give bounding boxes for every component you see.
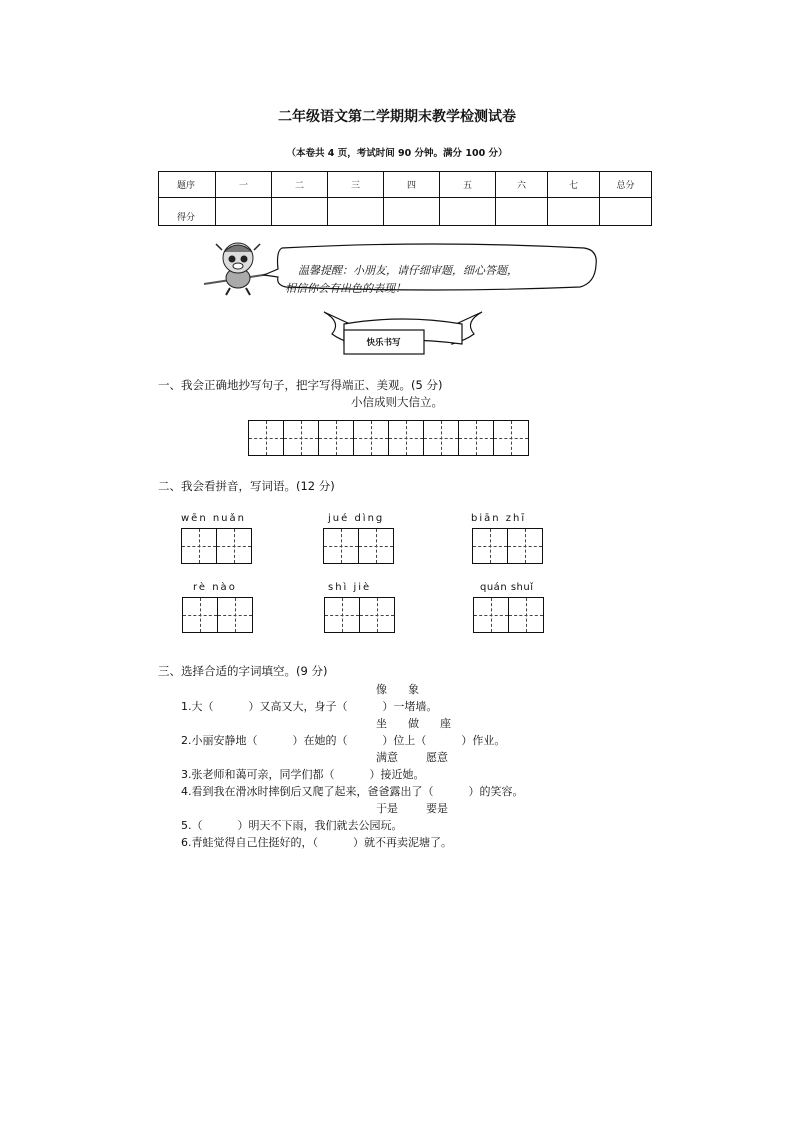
header-cell: 二 [272,172,328,198]
pinyin-answer-grid[interactable] [324,597,395,633]
score-cell[interactable] [384,198,440,226]
word-options: 满意 愿意 [376,751,448,764]
question-1[interactable]: 1.大（ ）又高又大，身子（ ）一堵墙。 [181,700,438,713]
score-cell[interactable] [600,198,652,226]
writing-cell[interactable] [358,528,394,564]
writing-cell[interactable] [507,528,543,564]
writing-cell[interactable] [353,420,389,456]
writing-cell[interactable] [283,420,319,456]
score-cell[interactable] [216,198,272,226]
word-options: 坐 做 座 [376,717,451,730]
pinyin-answer-grid[interactable] [182,597,253,633]
writing-cell[interactable] [458,420,494,456]
writing-cell[interactable] [324,597,360,633]
pinyin-label: jué dìng [328,513,385,524]
ribbon-banner [322,310,484,358]
writing-cell[interactable] [508,597,544,633]
question-5[interactable]: 5.（ ）明天不下雨，我们就去公园玩。 [181,819,403,832]
header-cell: 三 [328,172,384,198]
pinyin-label: quán shuǐ [480,582,534,593]
question-4[interactable]: 4.看到我在滑冰时摔倒后又爬了起来，爸爸露出了（ ）的笑容。 [181,785,524,798]
writing-cell[interactable] [493,420,529,456]
word-options: 于是 要是 [376,802,448,815]
exam-info: （本卷共 4 页，考试时间 90 分钟。满分 100 分） [286,148,508,159]
header-cell: 一 [216,172,272,198]
score-cell[interactable] [440,198,496,226]
writing-cell[interactable] [248,420,284,456]
section-1-heading: 一、我会正确地抄写句子，把字写得端正、美观。(5 分) [158,378,443,392]
header-cell: 六 [496,172,548,198]
pinyin-label: wēn nuǎn [181,513,246,524]
page-title: 二年级语文第二学期期末教学检测试卷 [278,109,516,125]
section-2-heading: 二、我会看拼音，写词语。(12 分) [158,479,335,493]
section-3-heading: 三、选择合适的字词填空。(9 分) [158,664,328,678]
header-cell: 五 [440,172,496,198]
score-cell[interactable] [496,198,548,226]
pinyin-label: biān zhī [471,513,527,524]
pinyin-label: rè nào [193,582,237,593]
writing-cell[interactable] [318,420,354,456]
question-2[interactable]: 2.小丽安静地（ ）在她的（ ）位上（ ）作业。 [181,734,506,747]
score-cell[interactable] [548,198,600,226]
writing-cell[interactable] [423,420,459,456]
header-cell: 七 [548,172,600,198]
pinyin-answer-grid[interactable] [473,597,544,633]
pinyin-label: shì jiè [328,582,372,593]
reminder-line-2: 相信你会有出色的表现！ [285,282,406,295]
word-options: 像 象 [376,683,419,696]
writing-cell[interactable] [388,420,424,456]
writing-grid[interactable] [248,420,529,456]
row-label: 得分 [159,198,216,226]
writing-cell[interactable] [472,528,508,564]
writing-cell[interactable] [182,597,218,633]
score-table-score-row [159,198,652,226]
pinyin-answer-grid[interactable] [181,528,252,564]
header-cell: 题序 [159,172,216,198]
question-3[interactable]: 3.张老师和蔼可亲，同学们都（ ）接近她。 [181,768,425,781]
score-table [158,171,652,226]
reminder-text [285,262,595,298]
header-cell: 四 [384,172,440,198]
writing-cell[interactable] [217,597,253,633]
score-table-header-row [159,172,652,198]
writing-cell[interactable] [181,528,217,564]
reminder-line-1: 温馨提醒：小朋友，请仔细审题，细心答题， [298,264,518,277]
score-cell[interactable] [272,198,328,226]
writing-cell[interactable] [473,597,509,633]
writing-cell[interactable] [323,528,359,564]
pinyin-answer-grid[interactable] [472,528,543,564]
copy-sentence: 小信成则大信立。 [351,395,443,409]
header-cell: 总分 [600,172,652,198]
writing-cell[interactable] [359,597,395,633]
pinyin-answer-grid[interactable] [323,528,394,564]
banner-label: 快乐书写 [366,338,401,348]
question-6[interactable]: 6.青蛙觉得自己住挺好的，（ ）就不再卖泥塘了。 [181,836,452,849]
writing-cell[interactable] [216,528,252,564]
score-cell[interactable] [328,198,384,226]
